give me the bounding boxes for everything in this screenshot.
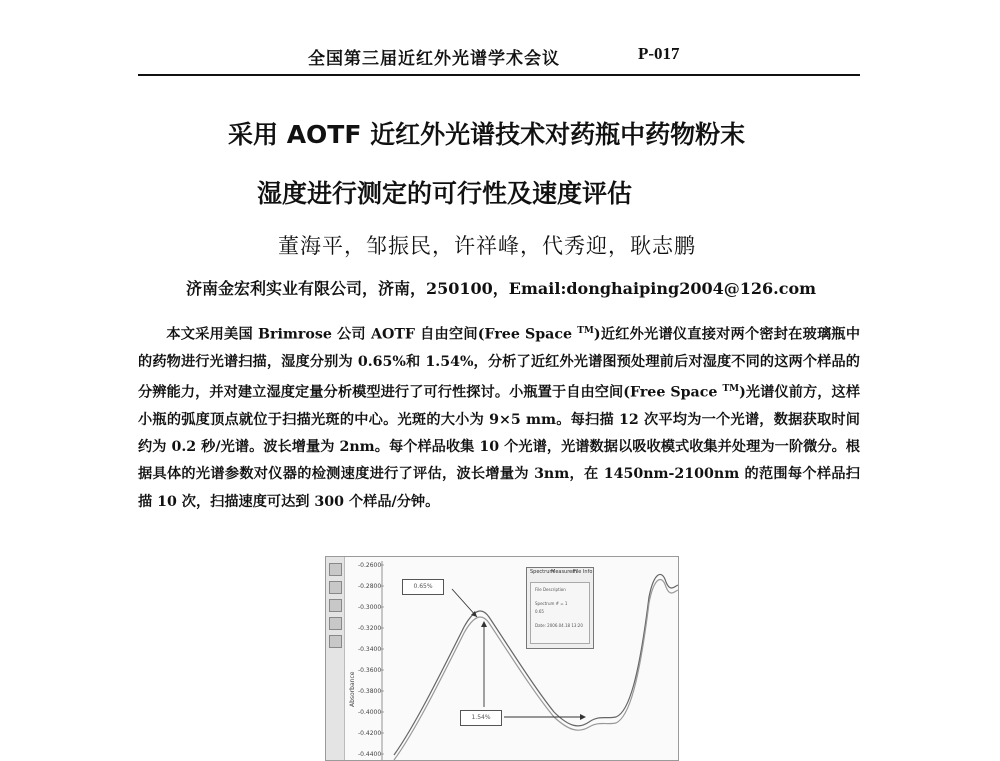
y-tick-label: -0.2800	[358, 583, 382, 590]
y-axis-label: Absorbance	[349, 671, 356, 707]
y-tick-label: -0.3200	[358, 625, 382, 632]
y-tick-label: -0.2600	[358, 562, 382, 569]
dialog-line: 0.65	[535, 609, 544, 614]
paper-id: P-017	[638, 44, 680, 63]
toolbar-button	[329, 563, 342, 576]
toolbar-button	[329, 635, 342, 648]
y-tick-label: -0.3400	[358, 646, 382, 653]
paper-title-line-2: 湿度进行测定的可行性及速度评估	[257, 179, 633, 208]
dialog-tab: Measurem	[551, 569, 578, 575]
toolbar-button	[329, 599, 342, 612]
toolbar-button	[329, 617, 342, 630]
dialog-line: Date: 2006.04.18 13:20	[535, 623, 583, 628]
trademark-1: TM	[577, 326, 594, 336]
toolbar-button	[329, 581, 342, 594]
file-info-dialog	[526, 567, 594, 649]
y-tick-label: -0.4000	[358, 709, 382, 716]
running-header	[138, 44, 860, 72]
dialog-line: File Description	[535, 587, 566, 592]
affiliation: 济南金宏利实业有限公司，济南，250100，Email:donghaiping2004@126.com	[186, 279, 817, 298]
abstract-text-3: )光谱仪前方，这样小瓶的弧度顶点就位于扫描光斑的中心。光斑的大小为 9×5 mm。每扫描 12 次平均为一个光谱，数据获取时间约为 0.2 秒/光谱。波长增量为 2nm。每个样品收集 10 个光谱，光谱数据以吸收模式收集并处理为一阶微分。根据具体的光谱参数对仪器的检测速度进行了评估，波长增量为 3nm，在 1450nm-2100nm 的范围每个样品扫描 10 次，扫描速度可达到 300 个样品/分钟。	[138, 384, 861, 510]
paper-title-line-1: 采用 AOTF 近红外光谱技术对药瓶中药物粉末	[228, 120, 746, 149]
y-tick-labels	[358, 562, 384, 758]
dialog-panel	[530, 582, 590, 644]
arrow-head-icon	[481, 621, 487, 627]
spectrum-figure	[325, 556, 679, 761]
y-tick-label: -0.3600	[358, 667, 382, 674]
spectrum-plot	[344, 557, 678, 760]
dialog-line: Spectrum # = 1	[535, 601, 568, 606]
author-list: 董海平，邹振民，许祥峰，代秀迎，耿志鹏	[278, 234, 696, 258]
header-rule	[138, 74, 860, 76]
arrow-head-icon	[580, 714, 586, 720]
dialog-tab: File Info	[573, 569, 593, 575]
abstract-paragraph	[138, 318, 860, 516]
y-tick-label: -0.4200	[358, 730, 382, 737]
callout-label-bottom: 1.54%	[460, 710, 502, 726]
y-tick-label: -0.4400	[358, 751, 382, 758]
abstract	[138, 318, 860, 516]
abstract-text-1: 本文采用美国 Brimrose 公司 AOTF 自由空间(Free Space	[166, 326, 578, 343]
trademark-2: TM	[722, 384, 740, 395]
figure-toolbar	[326, 557, 345, 760]
y-tick-label: -0.3000	[358, 604, 382, 611]
abstract-text-2: )近红外光谱仪直接对两个密封在玻璃瓶中的药物进行光谱扫描，湿度分别为 0.65%和 1.54%，分析了近红外光谱图预处理前后对湿度不同的这两个样品的分辨能力，并对建立湿度定量分析模型进行了可行性探讨。小瓶置于自由空间(Free Space	[138, 326, 861, 401]
conference-name: 全国第三届近红外光谱学术会议	[308, 49, 560, 69]
callout-label-top: 0.65%	[402, 579, 444, 595]
y-tick-label: -0.3800	[358, 688, 382, 695]
dialog-tab: Spectrum	[530, 569, 555, 575]
